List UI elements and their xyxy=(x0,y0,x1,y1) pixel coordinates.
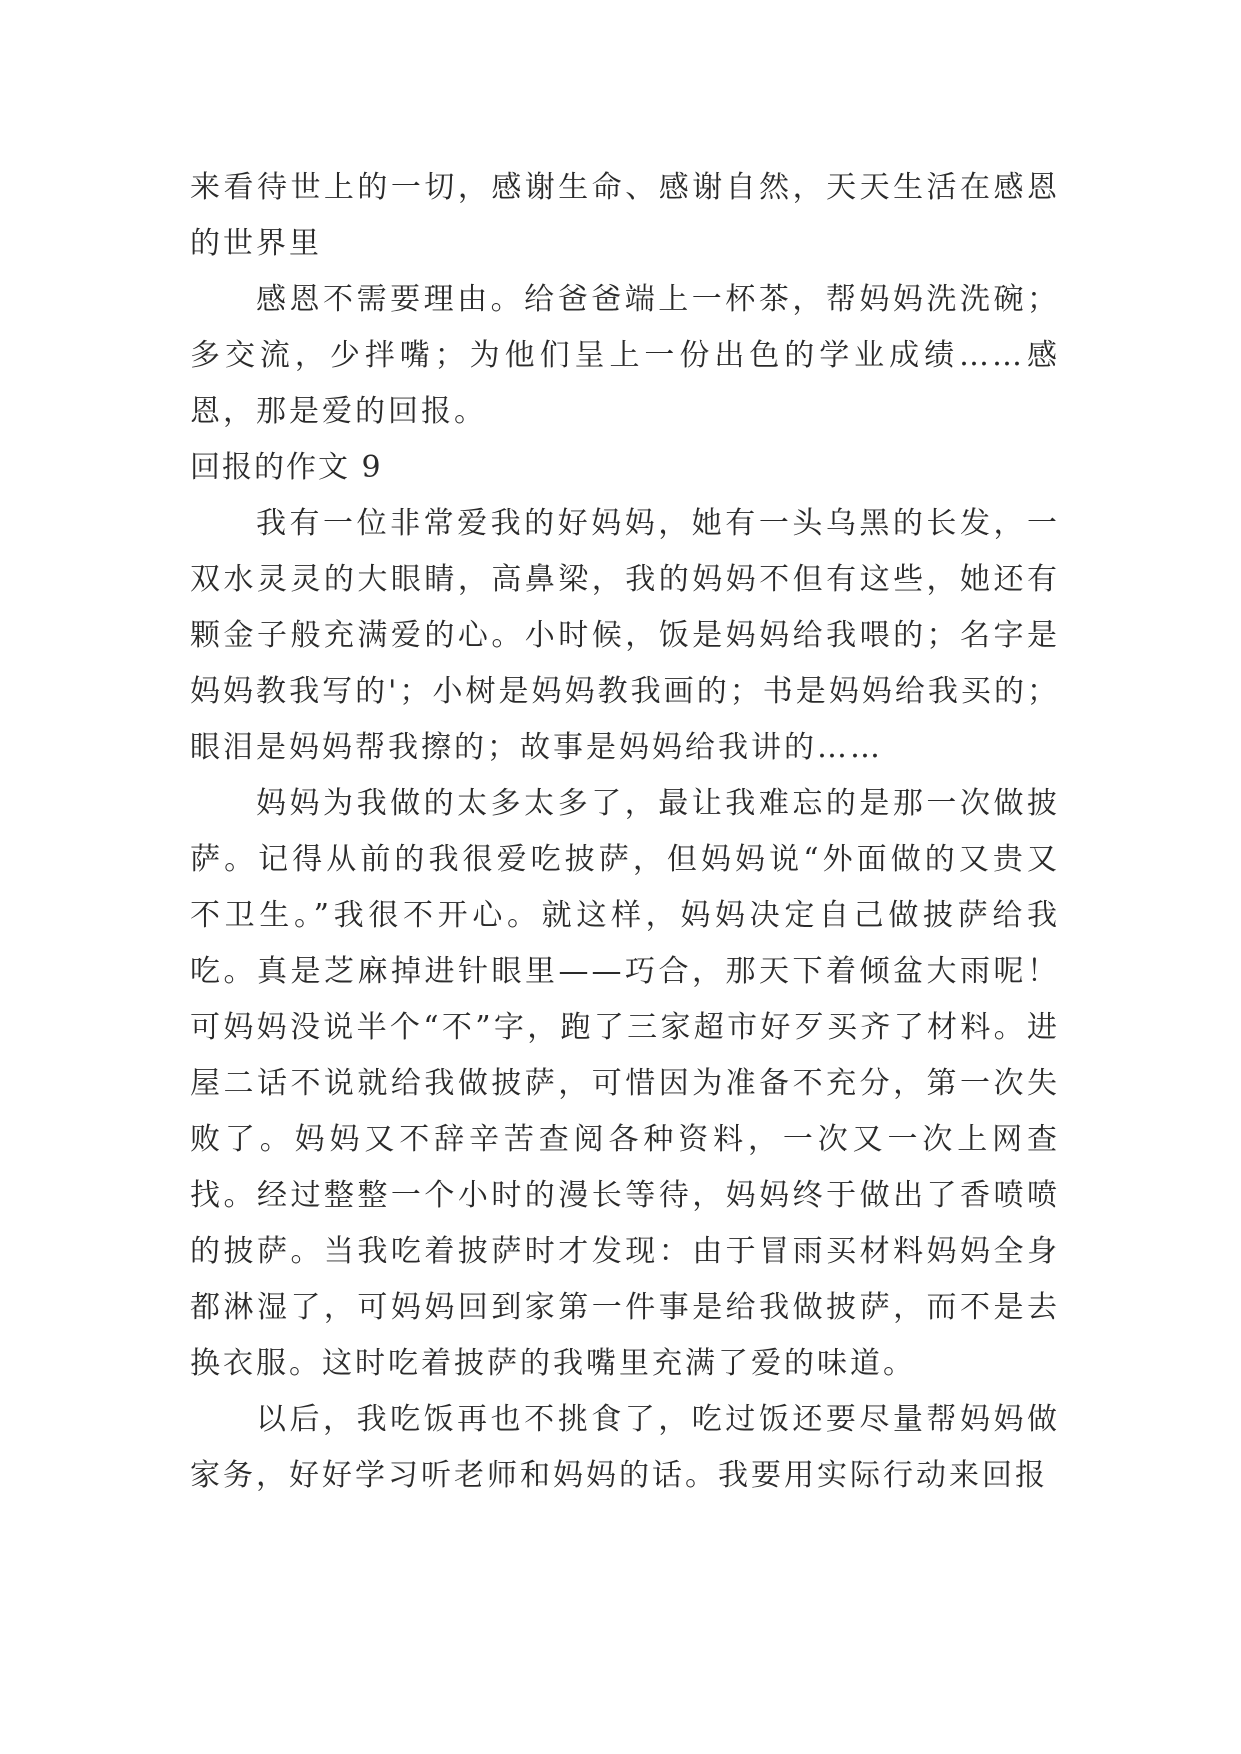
paragraph-conclusion: 以后，我吃饭再也不挑食了，吃过饭还要尽量帮妈妈做家务，好好学习听老师和妈妈的话。我要用实际行动来回报 xyxy=(190,1402,1060,1493)
paragraph-mother-description: 我有一位非常爱我的好妈妈，她有一头乌黑的长发，一双水灵灵的大眼睛，高鼻梁，我的妈妈不但有这些，她还有颗金子般充满爱的心。小时候，饭是妈妈给我喂的；名字是妈妈教我写的'；小树是妈妈教我画的；书是妈妈给我买的；眼泪是妈妈帮我擦的；故事是妈妈给我讲的…… xyxy=(190,506,1060,765)
document-body xyxy=(190,160,1060,1504)
paragraph-continuation: 来看待世上的一切，感谢生命、感谢自然，天天生活在感恩的世界里 xyxy=(190,170,1060,261)
paragraph-gratitude: 感恩不需要理由。给爸爸端上一杯茶，帮妈妈洗洗碗；多交流，少拌嘴；为他们呈上一份出色的学业成绩……感恩，那是爱的回报。 xyxy=(190,282,1060,429)
essay-heading: 回报的作文 9 xyxy=(190,450,383,485)
paragraph-pizza-story: 妈妈为我做的太多太多了，最让我难忘的是那一次做披萨。记得从前的我很爱吃披萨，但妈妈说“外面做的又贵又不卫生。”我很不开心。就这样，妈妈决定自己做披萨给我吃。真是芝麻掉进针眼里——巧合，那天下着倾盆大雨呢！可妈妈没说半个“不”字，跑了三家超市好歹买齐了材料。进屋二话不说就给我做披萨，可惜因为准备不充分，第一次失败了。妈妈又不辞辛苦查阅各种资料，一次又一次上网查找。经过整整一个小时的漫长等待，妈妈终于做出了香喷喷的披萨。当我吃着披萨时才发现：由于冒雨买材料妈妈全身都淋湿了，可妈妈回到家第一件事是给我做披萨，而不是去换衣服。这时吃着披萨的我嘴里充满了爱的味道。 xyxy=(190,786,1060,1381)
